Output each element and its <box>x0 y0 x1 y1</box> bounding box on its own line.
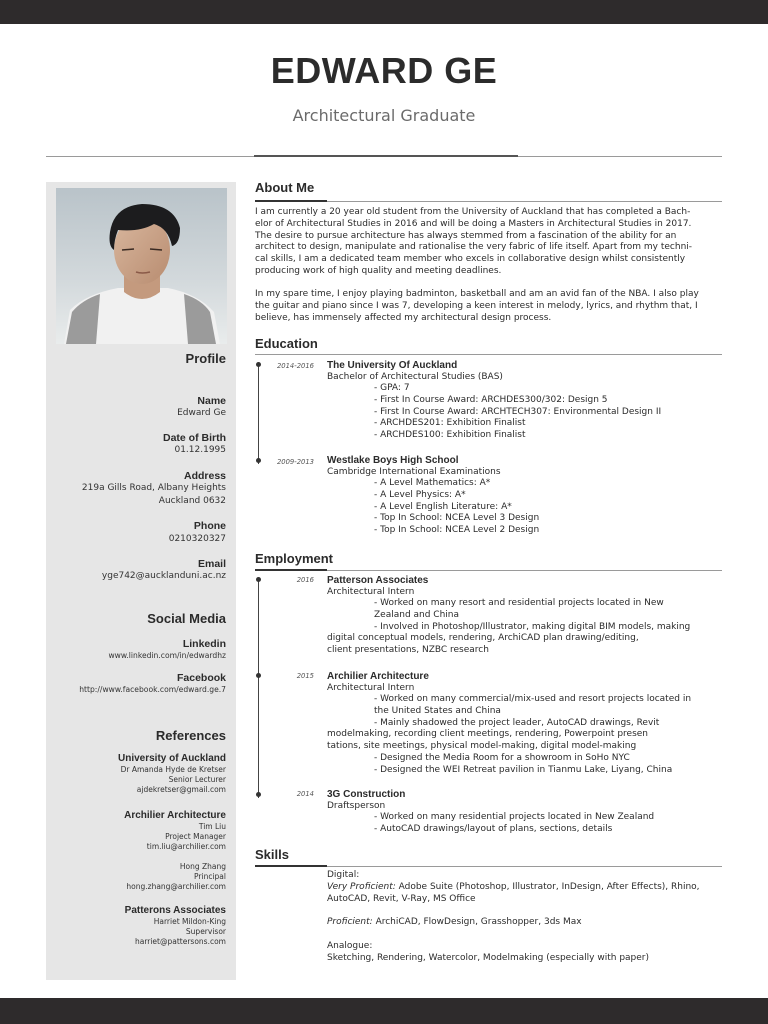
education-bullets <box>374 478 539 537</box>
bullet-item: - A Level English Literature: A* <box>374 501 512 512</box>
employment-year: 2016 <box>296 576 314 584</box>
employment-details <box>327 598 722 657</box>
bullet-item: - GPA: 7 <box>374 383 410 393</box>
detail-line: - Designed the WEI Retreat pavilion in Tianmu Lake, Liyang, China <box>374 764 673 775</box>
address-label: Address <box>183 470 226 482</box>
employment-details <box>374 812 654 836</box>
text-line: the guitar and piano since I was 7, developing a keen interest in melody, lyrics, and rhythm that, I <box>255 300 698 311</box>
education-school: Westlake Boys High School <box>327 455 459 466</box>
skills-digital-label: Digital: <box>327 870 360 880</box>
reference-line: Senior Lecturer <box>168 775 226 784</box>
skills-analogue-label: Analogue: <box>327 940 373 951</box>
bottom-bar <box>0 998 768 1024</box>
facebook-label: Facebook <box>176 672 226 684</box>
timeline-dot <box>256 792 261 797</box>
resume-subtitle: Architectural Graduate <box>292 106 476 125</box>
references-heading: References <box>155 728 226 743</box>
employment-timeline <box>258 580 259 798</box>
reference-email[interactable]: harriet@pattersons.com <box>134 937 226 946</box>
detail-line: tations, site meetings, physical model-making, digital model-making <box>327 741 637 752</box>
detail-line: - Mainly shadowed the project leader, AutoCAD drawings, Revit <box>374 717 660 728</box>
education-degree: Bachelor of Architectural Studies (BAS) <box>327 372 503 382</box>
timeline-dot <box>256 458 261 463</box>
skills-divider-accent <box>255 865 327 867</box>
bullet-item: - A Level Mathematics: A* <box>374 478 491 488</box>
education-qualification: Cambridge International Examinations <box>327 467 501 477</box>
reference-line: Harriet Mildon-King <box>153 917 226 926</box>
timeline-dot <box>256 362 261 367</box>
reference-org: Patterons Associates <box>124 905 226 916</box>
about-heading: About Me <box>255 180 315 195</box>
spacer <box>327 929 700 941</box>
skills-very-proficient <box>327 882 700 894</box>
reference-line: Hong Zhang <box>179 862 226 871</box>
bullet-item: - First In Course Award: ARCHTECH307: Environmental Design II <box>374 406 662 417</box>
reference-line: Tim Liu <box>198 822 226 831</box>
bullet-item: - Top In School: NCEA Level 3 Design <box>374 513 540 524</box>
text-line: producing work of high quality and meeting deadlines. <box>255 265 502 276</box>
reference-line: Dr Amanda Hyde de Kretser <box>120 765 226 774</box>
text-line: architect to design, manipulate and rationalise the very fabric of life itself. Apart from my techni- <box>255 242 693 253</box>
employment-year: 2015 <box>296 672 314 680</box>
detail-line: the United States and China <box>374 705 501 716</box>
reference-line: Principal <box>194 872 226 881</box>
header-divider-accent <box>254 155 518 157</box>
reference-email[interactable]: ajdekretser@gmail.com <box>136 785 226 794</box>
spacer <box>327 905 700 917</box>
about-paragraph-1 <box>255 207 721 278</box>
skills-very-proficient-line2: AutoCAD, Revit, V-Ray, MS Office <box>327 893 476 904</box>
employment-company: Patterson Associates <box>327 575 429 586</box>
bullet-item: - A Level Physics: A* <box>374 489 466 500</box>
resume-name: EDWARD GE <box>270 50 498 91</box>
linkedin-label: Linkedin <box>182 638 226 650</box>
employment-year: 2014 <box>296 790 314 798</box>
dob-label: Date of Birth <box>163 432 226 444</box>
bullet-item: - First In Course Award: ARCHDES300/302: Design 5 <box>374 394 608 405</box>
portrait-image <box>56 188 227 344</box>
text-line: elor of Architectural Studies in 2016 and will be doing a Masters in Architectural Studies in 2017. <box>255 218 692 229</box>
skills-analogue-value: Sketching, Rendering, Watercolor, Modelmaking (especially with paper) <box>327 952 650 963</box>
education-heading: Education <box>255 336 318 351</box>
detail-line: Zealand and China <box>374 609 460 620</box>
employment-company: 3G Construction <box>327 789 406 800</box>
name-value: Edward Ge <box>177 408 226 418</box>
bullet-item: - ARCHDES100: Exhibition Finalist <box>374 430 526 441</box>
dob-value: 01.12.1995 <box>174 445 226 455</box>
very-proficient-label: Very Proficient: <box>327 881 396 892</box>
education-divider <box>255 354 722 355</box>
detail-line: modelmaking, recording client meetings, rendering, Powerpoint presen <box>327 729 649 740</box>
very-proficient-value: Adobe Suite (Photoshop, Illustrator, InDesign, After Effects), Rhino, <box>395 881 700 892</box>
detail-line: client presentations, NZBC research <box>327 645 489 656</box>
employment-role: Architectural Intern <box>327 587 415 597</box>
employment-heading: Employment <box>255 551 334 566</box>
text-line: cal skills, I am a dedicated team member who excels in collaborative design whilst consistently <box>255 254 686 265</box>
bullet-item: - ARCHDES201: Exhibition Finalist <box>374 418 526 429</box>
skills-heading: Skills <box>255 847 289 862</box>
reference-email[interactable]: hong.zhang@archilier.com <box>126 882 226 891</box>
education-timeline <box>258 364 259 464</box>
detail-line: - Worked on many commercial/mix-used and resort projects located in <box>374 694 692 704</box>
about-paragraph-2 <box>255 289 721 324</box>
profile-heading: Profile <box>185 351 226 366</box>
reference-org: University of Auckland <box>118 753 226 764</box>
email-link[interactable]: yge742@aucklanduni.ac.nz <box>101 571 226 581</box>
email-label: Email <box>197 558 226 570</box>
skills-proficient <box>327 917 700 929</box>
employment-divider-accent <box>255 569 327 571</box>
employment-role: Draftsperson <box>327 801 386 811</box>
top-bar <box>0 0 768 24</box>
name-label: Name <box>197 395 226 407</box>
detail-line: - Worked on many resort and residential projects located in New <box>374 598 664 608</box>
linkedin-link[interactable]: www.linkedin.com/in/edwardhz <box>108 651 226 660</box>
bullet-item: - Top In School: NCEA Level 2 Design <box>374 525 540 536</box>
phone-label: Phone <box>193 520 226 532</box>
text-line: In my spare time, I enjoy playing badminton, basketball and am an avid fan of the NBA. I also play <box>255 289 699 299</box>
social-media-heading: Social Media <box>147 611 226 626</box>
reference-line: Supervisor <box>185 927 226 936</box>
reference-org: Archilier Architecture <box>124 810 226 821</box>
employment-company: Archilier Architecture <box>327 671 429 682</box>
education-school: The University Of Auckland <box>327 360 458 371</box>
text-line: I am currently a 20 year old student from the University of Auckland that has completed a Bach- <box>255 207 691 217</box>
detail-line: - Worked on many residential projects located in New Zealand <box>374 812 655 822</box>
address-line1: 219a Gills Road, Albany Heights <box>81 483 226 493</box>
education-year: 2009-2013 <box>276 458 314 466</box>
proficient-label: Proficient: <box>327 917 373 928</box>
skills-list <box>327 870 700 964</box>
reference-line: Project Manager <box>165 832 226 841</box>
reference-email[interactable]: tim.liu@archilier.com <box>146 842 226 851</box>
address-line2: Auckland 0632 <box>158 496 226 506</box>
timeline-dot <box>256 577 261 582</box>
profile-photo <box>56 188 227 344</box>
facebook-link[interactable]: http://www.facebook.com/edward.ge.7 <box>79 685 226 694</box>
employment-role: Architectural Intern <box>327 683 415 693</box>
phone-value: 0210320327 <box>168 534 226 544</box>
about-divider-accent <box>255 200 327 202</box>
detail-line: - Involved in Photoshop/Illustrator, making digital BIM models, making <box>374 621 691 632</box>
detail-line: digital conceptual models, rendering, ArchiCAD plan drawing/editing, <box>327 633 639 644</box>
employment-details <box>327 694 722 777</box>
education-year: 2014-2016 <box>276 362 314 370</box>
timeline-dot <box>256 673 261 678</box>
text-line: The desire to pursue architecture has always stemmed from a fascination of the ability for an <box>255 230 677 241</box>
detail-line: - Designed the Media Room for a showroom in SoHo NYC <box>374 752 630 763</box>
education-bullets <box>374 383 661 442</box>
detail-line: - AutoCAD drawings/layout of plans, sections, details <box>374 823 613 834</box>
proficient-value: ArchiCAD, FlowDesign, Grasshopper, 3ds Max <box>372 917 582 928</box>
text-line: believe, has immensely affected my architectural design process. <box>255 312 552 323</box>
